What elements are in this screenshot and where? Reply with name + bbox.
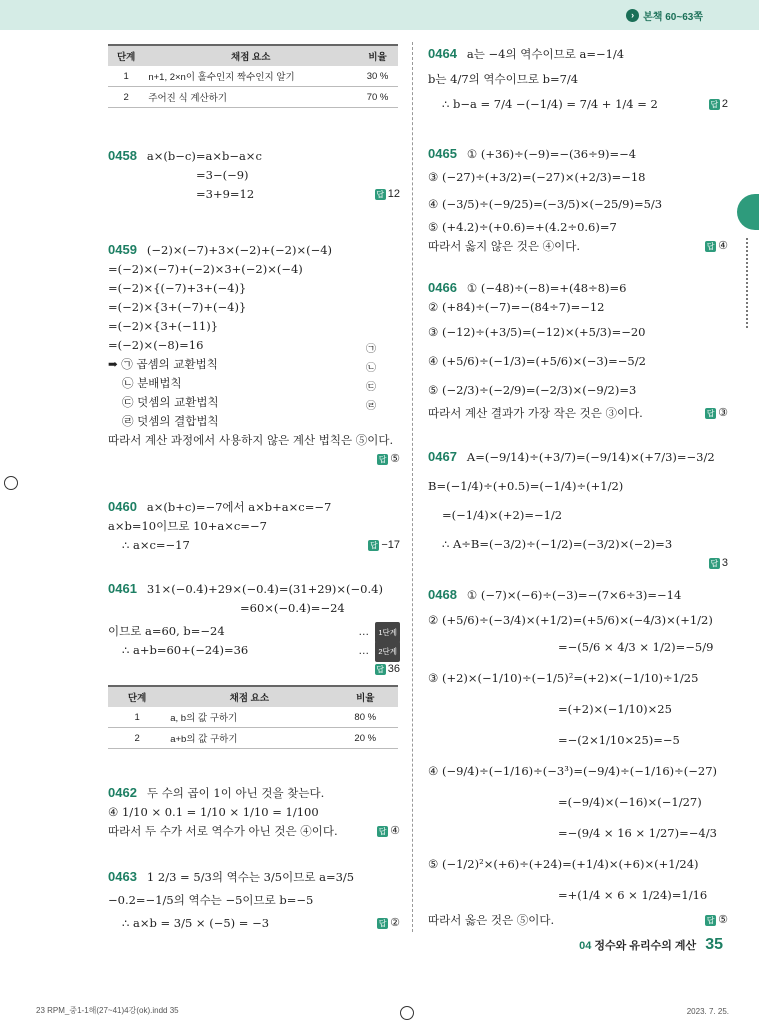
table-header: 비율 [357,45,398,66]
answer-badge: 답 12 [376,188,400,200]
right-column [428,44,728,930]
score-table-2: 단계 채점 요소 비율 1 a, b의 값 구하기 80 % 2 a+b의 값 구하기 20 % [108,685,398,749]
answer-icon: 답 [378,918,387,928]
footer-chapter-title: 04 정수와 유리수의 계산 35 [579,936,723,953]
chapter-side-tab [737,194,759,230]
answer-badge: 답 −17 [369,539,400,551]
page-reference: › 본책 60~63쪽 [626,8,703,23]
answer-icon: 답 [378,454,387,464]
problem-0463: 0463 1 2/3 = 5/3의 역수는 3/5이므로 a=3/5 −0.2=−1/5의 역수는 −5이므로 b=−5 ∴ a×b = 3/5 × (−5) = −3 답 ② [108,867,400,933]
law-marks: ㉠ ㉡ ㉢ ㉣ [366,344,376,412]
table-row: 2 a+b의 값 구하기 20 % [108,728,398,749]
step-badge: 2단계 [375,641,400,662]
answer-badge: 답 ③ [706,407,728,419]
chevron-right-icon: › [626,9,639,22]
answer-badge: 답 36 [376,663,400,675]
answer-badge: 답 ④ [378,825,400,837]
answer-icon: 답 [710,99,719,109]
problem-0459: 0459 (−2)×(−7)+3×(−2)+(−2)×(−4) =(−2)×(−7)+(−2)×3+(−2)×(−4) =(−2)×{(−7)+3+(−4)} =(−2)×{3+(−7)+(−4)} =(−2)×{3+(−11)} =(−2)×(−8)=16 ㉠ ㉡ ㉢ ㉣ ➡ ㉠ 곱셈의 교환법칙 ㉡ 분배법칙 ㉢ 덧셈의 교환법칙 ㉣ 덧셈의 결합법칙 따라서 계산 과정에서 사용하지 않은 계산 법칙은 ⑤이다. 답 ⑤ [108,240,400,469]
table-header: 채점 요소 [144,45,357,66]
problem-0461: 0461 31×(−0.4)+29×(−0.4)=(31+29)×(−0.4) =60×(−0.4)=−24 이므로 a=60, b=−24 … 1단계 ∴ a+b=60+(−24)=36 … 2단계 답 36 [108,579,400,679]
column-divider [412,42,413,932]
problem-0466: 0466 ① (−48)÷(−8)=+(48÷8)=6 ② (+84)÷(−7)=−(84÷7)=−12 ③ (−12)÷(+3/5)=(−12)×(+5/3)=−20 ④ (+5/6)÷(−1/3)=(+5/6)×(−3)=−5/2 ⑤ (−2/3)÷(−2/9)=(−2/3)×(−9/2)=3 따라서 계산 결과가 가장 작은 것은 ③이다. 답 ③ [428,278,728,423]
answer-badge: 답 ⑤ [378,453,400,465]
registration-mark-icon [4,476,18,490]
answer-badge: 답 ② [378,917,400,929]
answer-icon: 답 [369,540,378,550]
table-row: 1 n+1, 2×n이 홀수인지 짝수인지 알기 30 % [108,66,398,87]
answer-badge: 답 3 [710,557,728,569]
problem-0462: 0462 두 수의 곱이 1이 아닌 것을 찾는다. ④ 1/10 × 0.1 = 1/10 × 1/10 = 1/100 따라서 두 수가 서로 역수가 아닌 것은 ④이다. 답 ④ [108,783,400,841]
table-header: 단계 [108,45,144,66]
answer-icon: 답 [710,558,719,568]
date-imprint: 2023. 7. 25. [686,1007,729,1016]
problem-0468: 0468 ① (−7)×(−6)÷(−3)=−(7×6÷3)=−14 ② (+5/6)÷(−3/4)×(+1/2)=(+5/6)×(−4/3)×(+1/2) =−(5/6 × 4/3 × 1/2)=−5/9 ③ (+2)×(−1/10)÷(−1/5)²=(+2)×(−1/10)÷1/25 =(+2)×(−1/10)×25 =−(2×1/10×25)=−5 ④ (−9/4)÷(−1/16)÷(−3³)=(−9/4)÷(−1/16)÷(−27) =(−9/4)×(−16)×(−1/27) =−(9/4 × 16 × 1/27)=−4/3 ⑤ (−1/2)²×(+6)÷(+24)=(+1/4)×(+6)×(+1/24) =+(1/4 × 6 × 1/24)=1/16 따라서 옳은 것은 ⑤이다. 답 ⑤ [428,585,728,930]
page-number: 35 [705,936,723,953]
step-badge: 1단계 [375,622,400,643]
problem-0465: 0465 ① (+36)÷(−9)=−(36÷9)=−4 ③ (−27)÷(+3/2)=(−27)×(+2/3)=−18 ④ (−3/5)÷(−9/25)=(−3/5)×(−25/9)=5/3 ⑤ (+4.2)÷(+0.6)=+(4.2÷0.6)=7 따라서 옳지 않은 것은 ④이다. 답 ④ [428,144,728,256]
problem-0458: 0458 a×(b−c)=a×b−a×c =3−(−9) =3+9=12 답 12 [108,146,400,204]
left-column [108,44,400,933]
registration-mark-icon [400,1006,414,1020]
answer-badge: 답 ⑤ [706,914,728,926]
table-row: 2 주어진 식 계산하기 70 % [108,87,398,108]
problem-0464: 0464 a는 −4의 역수이므로 a=−1/4 b는 4/7의 역수이므로 b=7/4 ∴ b−a = 7/4 −(−1/4) = 7/4 + 1/4 = 2 답 2 [428,44,728,114]
answer-badge: 답 2 [710,98,728,110]
score-table-1 [108,44,398,108]
problem-0467: 0467 A=(−9/14)÷(+3/7)=(−9/14)×(+7/3)=−3/2 B=(−1/4)÷(+0.5)=(−1/4)÷(+1/2) =(−1/4)×(+2)=−1/2 ∴ A÷B=(−3/2)÷(−1/2)=(−3/2)×(−2)=3 답 3 [428,447,728,573]
file-imprint: 23 RPM_중1-1해(27~41)4강(ok).indd 35 [36,1006,179,1015]
answer-icon: 답 [706,915,715,925]
answer-icon: 답 [378,826,387,836]
answer-icon: 답 [706,241,715,251]
answer-badge: 답 ④ [706,240,728,252]
answer-icon: 답 [376,664,385,674]
answer-icon: 답 [706,408,715,418]
table-row: 1 a, b의 값 구하기 80 % [108,707,398,728]
problem-0460: 0460 a×(b+c)=−7에서 a×b+a×c=−7 a×b=10이므로 10+a×c=−7 ∴ a×c=−17 답 −17 [108,497,400,555]
side-decoration [746,238,756,328]
answer-icon: 답 [376,189,385,199]
